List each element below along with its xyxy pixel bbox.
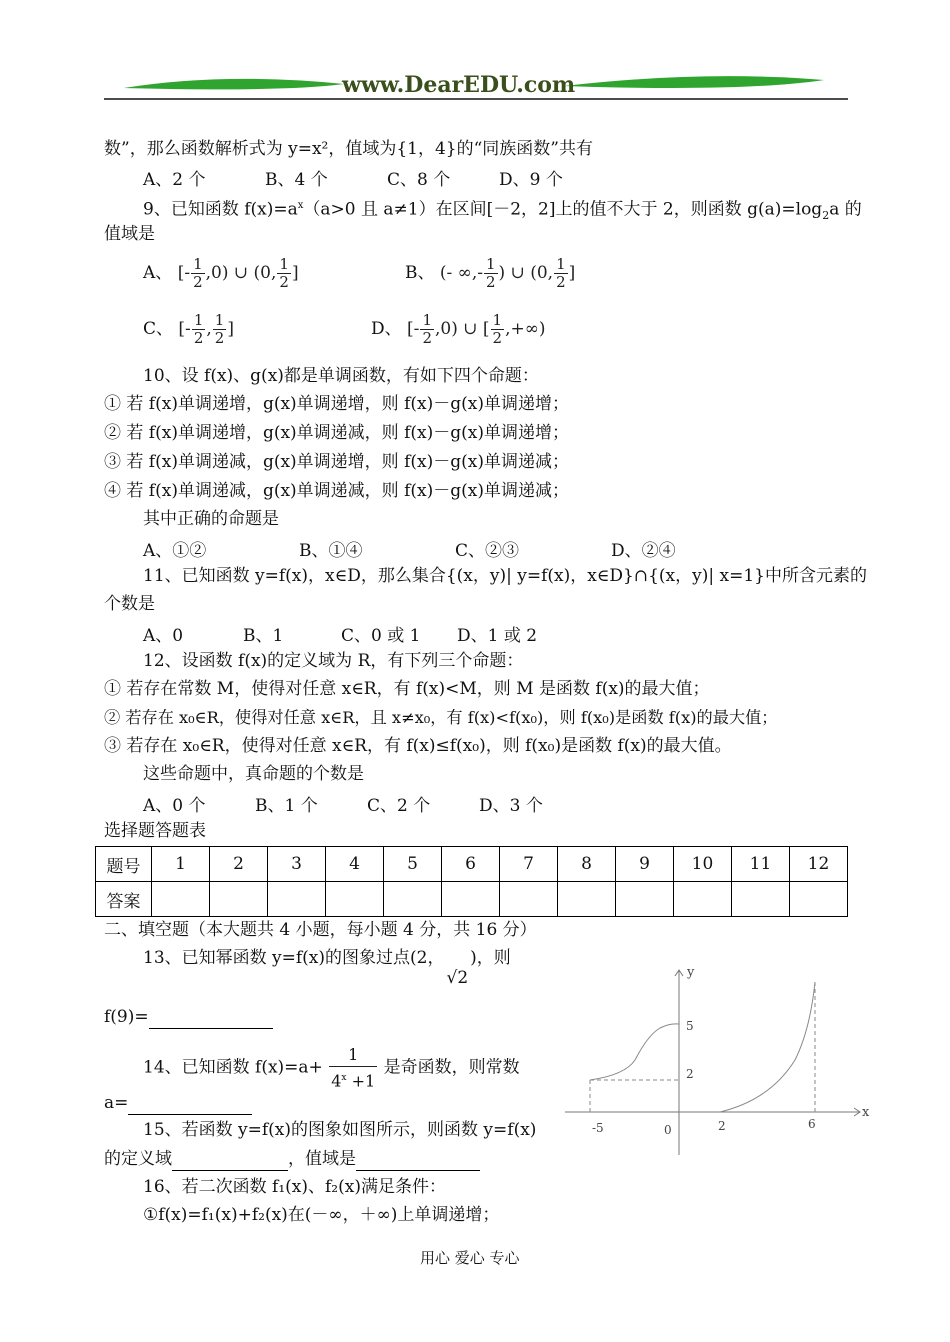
answer-cell[interactable] [152, 882, 210, 917]
y-axis-label: y [687, 965, 695, 980]
option-a: A、0 [143, 626, 184, 646]
answer-cell[interactable] [790, 882, 848, 917]
row-header-number: 题号 [96, 847, 152, 882]
question-number-cell: 8 [558, 847, 616, 882]
q15-stem-2: 的定义域 ，值域是 [104, 1146, 480, 1171]
tick-x6: 6 [808, 1117, 816, 1131]
option-b: B、4 个 [265, 170, 328, 190]
tick-x2: 2 [718, 1119, 726, 1133]
answer-cell[interactable] [268, 882, 326, 917]
q11-stem-2: 个数是 [104, 594, 155, 614]
answer-cell[interactable] [616, 882, 674, 917]
q11-stem: 11、已知函数 y=f(x)，x∈D，那么集合{(x，y)| y=f(x)，x∈D}∩{(x，y)| x=1}中所含元素的 [143, 566, 867, 586]
q15-domain-blank[interactable] [172, 1146, 288, 1171]
question-number-cell: 6 [442, 847, 500, 882]
q9-option-c: C、 [- $\frac{1}{2}$ , $\frac{1}{2}$ ] [143, 311, 234, 347]
option-d: D、②④ [611, 541, 676, 561]
tick-xm5: -5 [592, 1121, 604, 1135]
option-c: C、8 个 [387, 170, 451, 190]
x-axis-label: x [862, 1105, 870, 1120]
question-number-cell: 5 [384, 847, 442, 882]
question-number-cell: 10 [674, 847, 732, 882]
q16-stem: 16、若二次函数 f₁(x)、f₂(x)满足条件： [143, 1177, 446, 1197]
q12-stem: 12、设函数 f(x)的定义域为 R，有下列三个命题： [143, 651, 524, 671]
table-row [96, 882, 848, 917]
option-c: C、2 个 [367, 796, 431, 816]
q16-condition-1: ①f(x)=f₁(x)+f₂(x)在(－∞，＋∞)上单调递增； [143, 1205, 500, 1225]
table-row [96, 847, 848, 882]
curve-right-piece [720, 982, 815, 1112]
q12-proposition-1: ① 若存在常数 M，使得对任意 x∈R，有 f(x)<M，则 M 是函数 f(x)的最大值； [104, 679, 710, 699]
page-footer: 用心 爱心 专心 [420, 1249, 520, 1267]
question-number-cell: 12 [790, 847, 848, 882]
q9-option-d: D、 [- $\frac{1}{2}$ ,0) ∪ [ $\frac{1}{2}$ ,+∞) [371, 311, 546, 347]
option-b: B、1 个 [255, 796, 318, 816]
option-c: C、0 或 1 [341, 626, 421, 646]
question-number-cell: 1 [152, 847, 210, 882]
section-2-title: 二、填空题（本大题共 4 小题，每小题 4 分，共 16 分） [104, 920, 537, 940]
q10-proposition-3: ③ 若 f(x)单调递减，g(x)单调递增，则 f(x)－g(x)单调递减； [104, 452, 569, 472]
q13-answer-blank[interactable] [149, 1004, 273, 1029]
question-number-cell: 3 [268, 847, 326, 882]
row-header-answer: 答案 [96, 882, 152, 917]
answer-cell[interactable] [674, 882, 732, 917]
answer-cell[interactable] [500, 882, 558, 917]
function-graph [560, 960, 880, 1160]
option-d: D、3 个 [479, 796, 543, 816]
q9-option-a: A、 [- $\frac{1}{2}$ ,0) ∪ (0, $\frac{1}{2}$ ] [143, 255, 299, 291]
answer-cell[interactable] [326, 882, 384, 917]
tick-x0: 0 [664, 1123, 672, 1137]
option-a: A、0 个 [143, 796, 206, 816]
answer-table-title: 选择题答题表 [104, 821, 206, 841]
option-b: B、①④ [299, 541, 363, 561]
q14-answer: a= [104, 1090, 252, 1115]
option-b: B、1 [243, 626, 284, 646]
question-number-cell: 4 [326, 847, 384, 882]
option-d: D、1 或 2 [457, 626, 538, 646]
q10-proposition-4: ④ 若 f(x)单调递减，g(x)单调递减，则 f(x)－g(x)单调递减； [104, 481, 569, 501]
option-c: C、②③ [455, 541, 520, 561]
q13-answer: f(9)= [104, 1004, 273, 1029]
question-number-cell: 2 [210, 847, 268, 882]
q14-stem: 14、已知函数 f(x)=a+ $\frac{1}{4^x +1}$ 是奇函数，则常数 [143, 1045, 520, 1091]
question-number-cell: 7 [500, 847, 558, 882]
logo-text: www.DearEDU.com [342, 72, 576, 98]
q9-option-b: B、 (- ∞,- $\frac{1}{2}$ ) ∪ (0, $\frac{1}{2}$ ] [405, 255, 576, 291]
q9-stem-2: 值域是 [104, 224, 155, 244]
q10-stem: 10、设 f(x)、g(x)都是单调函数，有如下四个命题： [143, 366, 539, 386]
answer-cell[interactable] [210, 882, 268, 917]
q9-stem: 9、已知函数 $f(x)=a^x(a>0$ 且 a≠1）在区间[－2，2]上的值不大于 2，则函数 $g(a)=\log_2a$ 的 [143, 199, 862, 223]
option-a: A、2 个 [143, 170, 206, 190]
answer-cell[interactable] [384, 882, 442, 917]
answer-cell[interactable] [558, 882, 616, 917]
option-a: A、①② [143, 541, 207, 561]
question-number-cell: 9 [616, 847, 674, 882]
answer-cell[interactable] [442, 882, 500, 917]
answer-cell[interactable] [732, 882, 790, 917]
curve-left-piece [590, 1024, 679, 1080]
q12-question: 这些命题中，真命题的个数是 [143, 764, 364, 784]
header-logo [104, 66, 848, 106]
q15-range-blank[interactable] [356, 1146, 480, 1171]
q12-proposition-3: ③ 若存在 x₀∈R，使得对任意 x∈R，有 f(x)≤f(x₀)，则 f(x₀)是函数 f(x)的最大值。 [104, 736, 732, 756]
question-number-cell: 11 [732, 847, 790, 882]
q12-proposition-2: ② 若存在 x₀∈R，使得对任意 x∈R，且 x≠x₀，有 f(x)<f(x₀)，则 f(x₀)是函数 f(x)的最大值； [104, 708, 778, 727]
q13-stem: 13、已知幂函数 y=f(x)的图象过点(2，√2)，则 [143, 948, 511, 988]
tick-y2: 2 [686, 1067, 694, 1081]
q10-question: 其中正确的命题是 [143, 509, 279, 529]
sqrt2-expression: √2 [446, 968, 469, 988]
q14-answer-blank[interactable] [128, 1090, 252, 1115]
q15-stem: 15、若函数 y=f(x)的图象如图所示，则函数 y=f(x) [143, 1120, 537, 1140]
q10-proposition-2: ② 若 f(x)单调递增，g(x)单调递减，则 f(x)－g(x)单调递增； [104, 423, 569, 443]
q8-text-continued: 数”，那么函数解析式为 y=x²，值域为{1，4}的“同族函数”共有 [104, 139, 593, 159]
option-d: D、9 个 [499, 170, 563, 190]
tick-y5: 5 [686, 1019, 694, 1033]
answer-table [95, 846, 848, 917]
q10-proposition-1: ① 若 f(x)单调递增，g(x)单调递增，则 f(x)－g(x)单调递增； [104, 394, 569, 414]
